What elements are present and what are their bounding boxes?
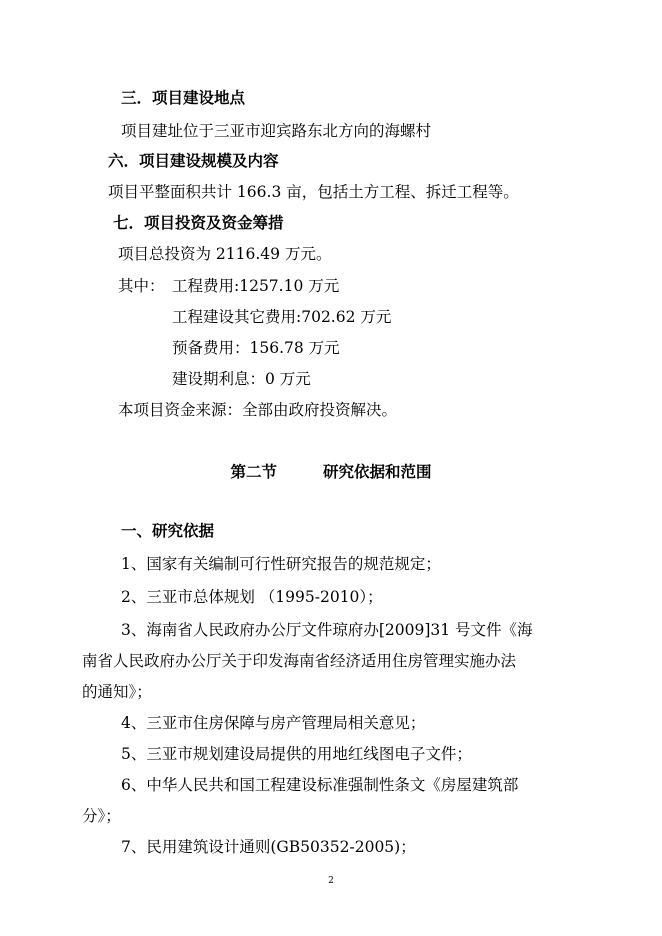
investment-heading: 七．项目投资及资金筹措 xyxy=(113,214,284,232)
investment-item: 预备费用：156.78 万元 xyxy=(172,339,340,357)
basis-item: 2、三亚市总体规划 （1995-2010）； xyxy=(121,588,383,606)
funding-source: 本项目资金来源：全部由政府投资解决。 xyxy=(118,401,398,419)
section-number: 第二节 xyxy=(230,463,277,481)
location-heading: 三．项目建设地点 xyxy=(121,89,246,107)
basis-item: 3、海南省人民政府办公厅文件琼府办[2009]31 号文件《海 xyxy=(121,621,533,639)
scale-heading: 六．项目建设规模及内容 xyxy=(108,152,279,170)
section-name: 研究依据和范围 xyxy=(323,463,432,481)
investment-breakdown-prefix: 其中： xyxy=(118,277,165,295)
basis-item: 7、民用建筑设计通则(GB50352-2005)； xyxy=(121,838,416,856)
basis-item-continuation: 南省人民政府办公厅关于印发海南省经济适用住房管理实施办法 xyxy=(82,652,517,670)
page-number: 2 xyxy=(328,876,334,886)
basis-item-continuation: 的通知》； xyxy=(82,683,152,701)
investment-total: 项目总投资为 2116.49 万元。 xyxy=(118,245,332,263)
basis-item: 4、三亚市住房保障与房产管理局相关意见； xyxy=(121,714,426,732)
section-title xyxy=(0,460,662,482)
basis-item-continuation: 分》； xyxy=(82,807,121,825)
basis-item: 1、国家有关编制可行性研究报告的规范规定； xyxy=(121,555,441,573)
investment-item: 建设期利息：0 万元 xyxy=(172,370,311,388)
location-body: 项目建址位于三亚市迎宾路东北方向的海螺村 xyxy=(121,122,432,140)
basis-item: 6、中华人民共和国工程建设标准强制性条文《房屋建筑部 xyxy=(121,776,519,794)
basis-item: 5、三亚市规划建设局提供的用地红线图电子文件； xyxy=(121,745,472,763)
scale-body: 项目平整面积共计 166.3 亩，包括土方工程、拆迁工程等。 xyxy=(108,183,519,201)
basis-heading: 一、研究依据 xyxy=(121,522,215,540)
investment-item: 工程费用:1257.10 万元 xyxy=(172,277,340,295)
investment-item: 工程建设其它费用:702.62 万元 xyxy=(172,308,392,326)
